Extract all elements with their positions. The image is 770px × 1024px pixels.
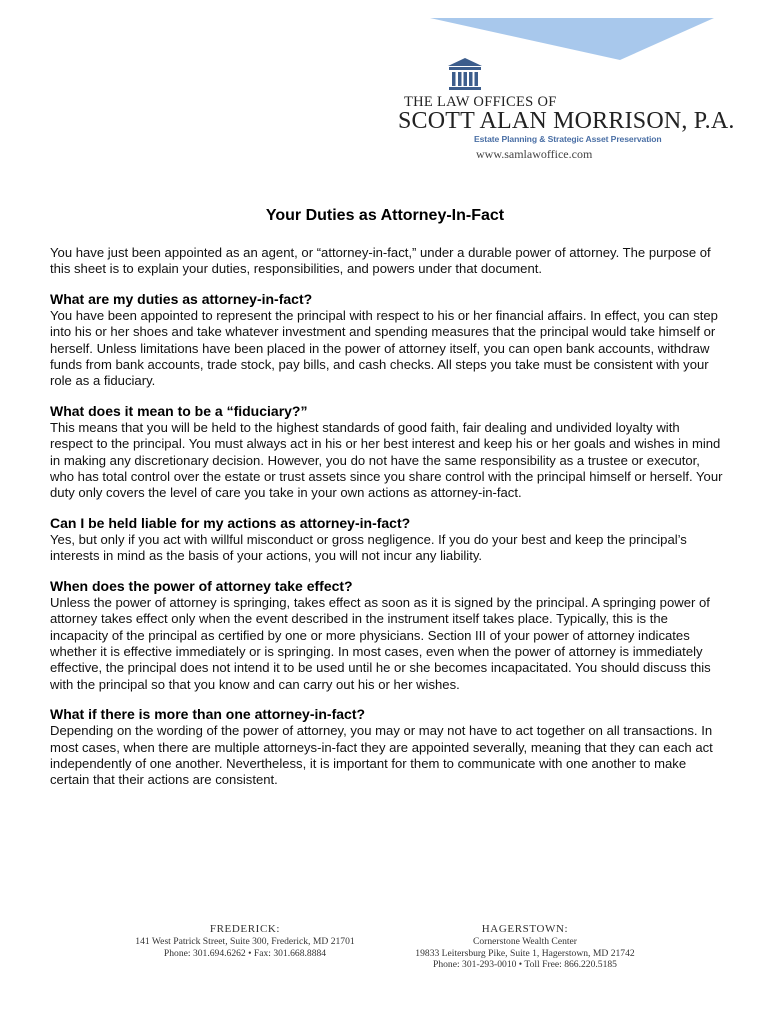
section-body: This means that you will be held to the highest standards of good faith, fair dealing and undivided loyalty with respect to the principal. You must always act in his or her best interest and keep his or her goals and wishes in mind in making any discretionary decision. However, you do not have the same responsibility as a trustee or executor, who has total control over the estate or trust assets since you share control with the principal himself or herself. Your duty only covers the level of care you take in your own actions as attorney-in-fact.: [50, 419, 723, 501]
section-body: Unless the power of attorney is springing, takes effect as soon as it is signed by the principal. A springing power of attorney takes effect only when the event described in the instrument itself takes place. Typically, this is the incapacity of the principal as certified by one or more physicians. Section III of your power of attorney indicates whether it is effective immediately or is springing. In most cases, even when the power of attorney is immediately effective, the principal does not intend it to be used until he or she becomes incapacitated. You should discuss this with the principal so that you know and can carry out his or her wishes.: [50, 594, 711, 692]
office-frederick: [135, 924, 355, 959]
office-city: HAGERSTOWN:: [481, 923, 569, 935]
section-body: Depending on the wording of the power of attorney, you may or may not have to act together on all transactions. In most cases, when there are multiple attorneys-in-fact they are appointed severally, meaning that they can each act independently of one another. Nevertheless, it is important for them to communicate with one another to make certain that their actions are consistent.: [50, 723, 713, 788]
section-heading: What does it mean to be a “fiduciary?”: [50, 402, 308, 419]
firm-name-line2: SCOTT ALAN MORRISON, P.A.: [398, 108, 735, 134]
office-building: Cornerstone Wealth Center: [472, 936, 578, 948]
firm-name-line1: THE LAW OFFICES OF: [404, 94, 557, 110]
section-heading: When does the power of attorney take effect?: [50, 577, 353, 594]
document-body: [50, 245, 724, 789]
section-liability: [50, 515, 724, 565]
office-phone: Phone: 301-293-0010 • Toll Free: 866.220.5185: [433, 958, 617, 970]
firm-website: www.samlawoffice.com: [476, 147, 593, 161]
office-city: FREDERICK:: [209, 923, 281, 935]
firm-logo: [398, 56, 735, 166]
section-multiple-attorneys: [50, 706, 724, 789]
section-duties: [50, 291, 724, 390]
office-phone: Phone: 301.694.6262 • Fax: 301.668.8884: [163, 947, 327, 959]
section-body: Yes, but only if you act with willful misconduct or gross negligence. If you do your best and keep the principal’s interests in mind as the basis of your actions, you will not incur any liability.: [50, 531, 687, 564]
section-heading: Can I be held liable for my actions as attorney-in-fact?: [50, 514, 411, 531]
intro-paragraph: You have just been appointed as an agent, or “attorney-in-fact,” under a durable power of attorney. The purpose of this sheet is to explain your duties, responsibilities, and powers under that document.: [50, 245, 711, 277]
section-effective-date: [50, 578, 724, 693]
section-body: You have been appointed to represent the principal with respect to his or her financial affairs. In effect, you can step into his or her shoes and take whatever investment and spending measures that the principal would take himself or herself. Unless limitations have been placed in the power of attorney itself, you can open bank accounts, withdraw funds from bank accounts, trade stock, pay bills, and cash checks. All steps you take must be consistent with your role as a fiduciary.: [50, 307, 718, 389]
courthouse-icon: [444, 56, 486, 94]
office-address: 19833 Leitersburg Pike, Suite 1, Hagerstown, MD 21742: [415, 947, 635, 959]
firm-tagline: Estate Planning & Strategic Asset Preservation: [474, 134, 662, 144]
section-heading: What are my duties as attorney-in-fact?: [50, 290, 313, 307]
section-heading: What if there is more than one attorney-in-fact?: [50, 706, 366, 723]
document-title: Your Duties as Attorney-In-Fact: [265, 207, 505, 224]
office-hagerstown: [410, 924, 640, 970]
section-fiduciary: [50, 403, 724, 502]
office-address: 141 West Patrick Street, Suite 300, Frederick, MD 21701: [135, 936, 355, 948]
